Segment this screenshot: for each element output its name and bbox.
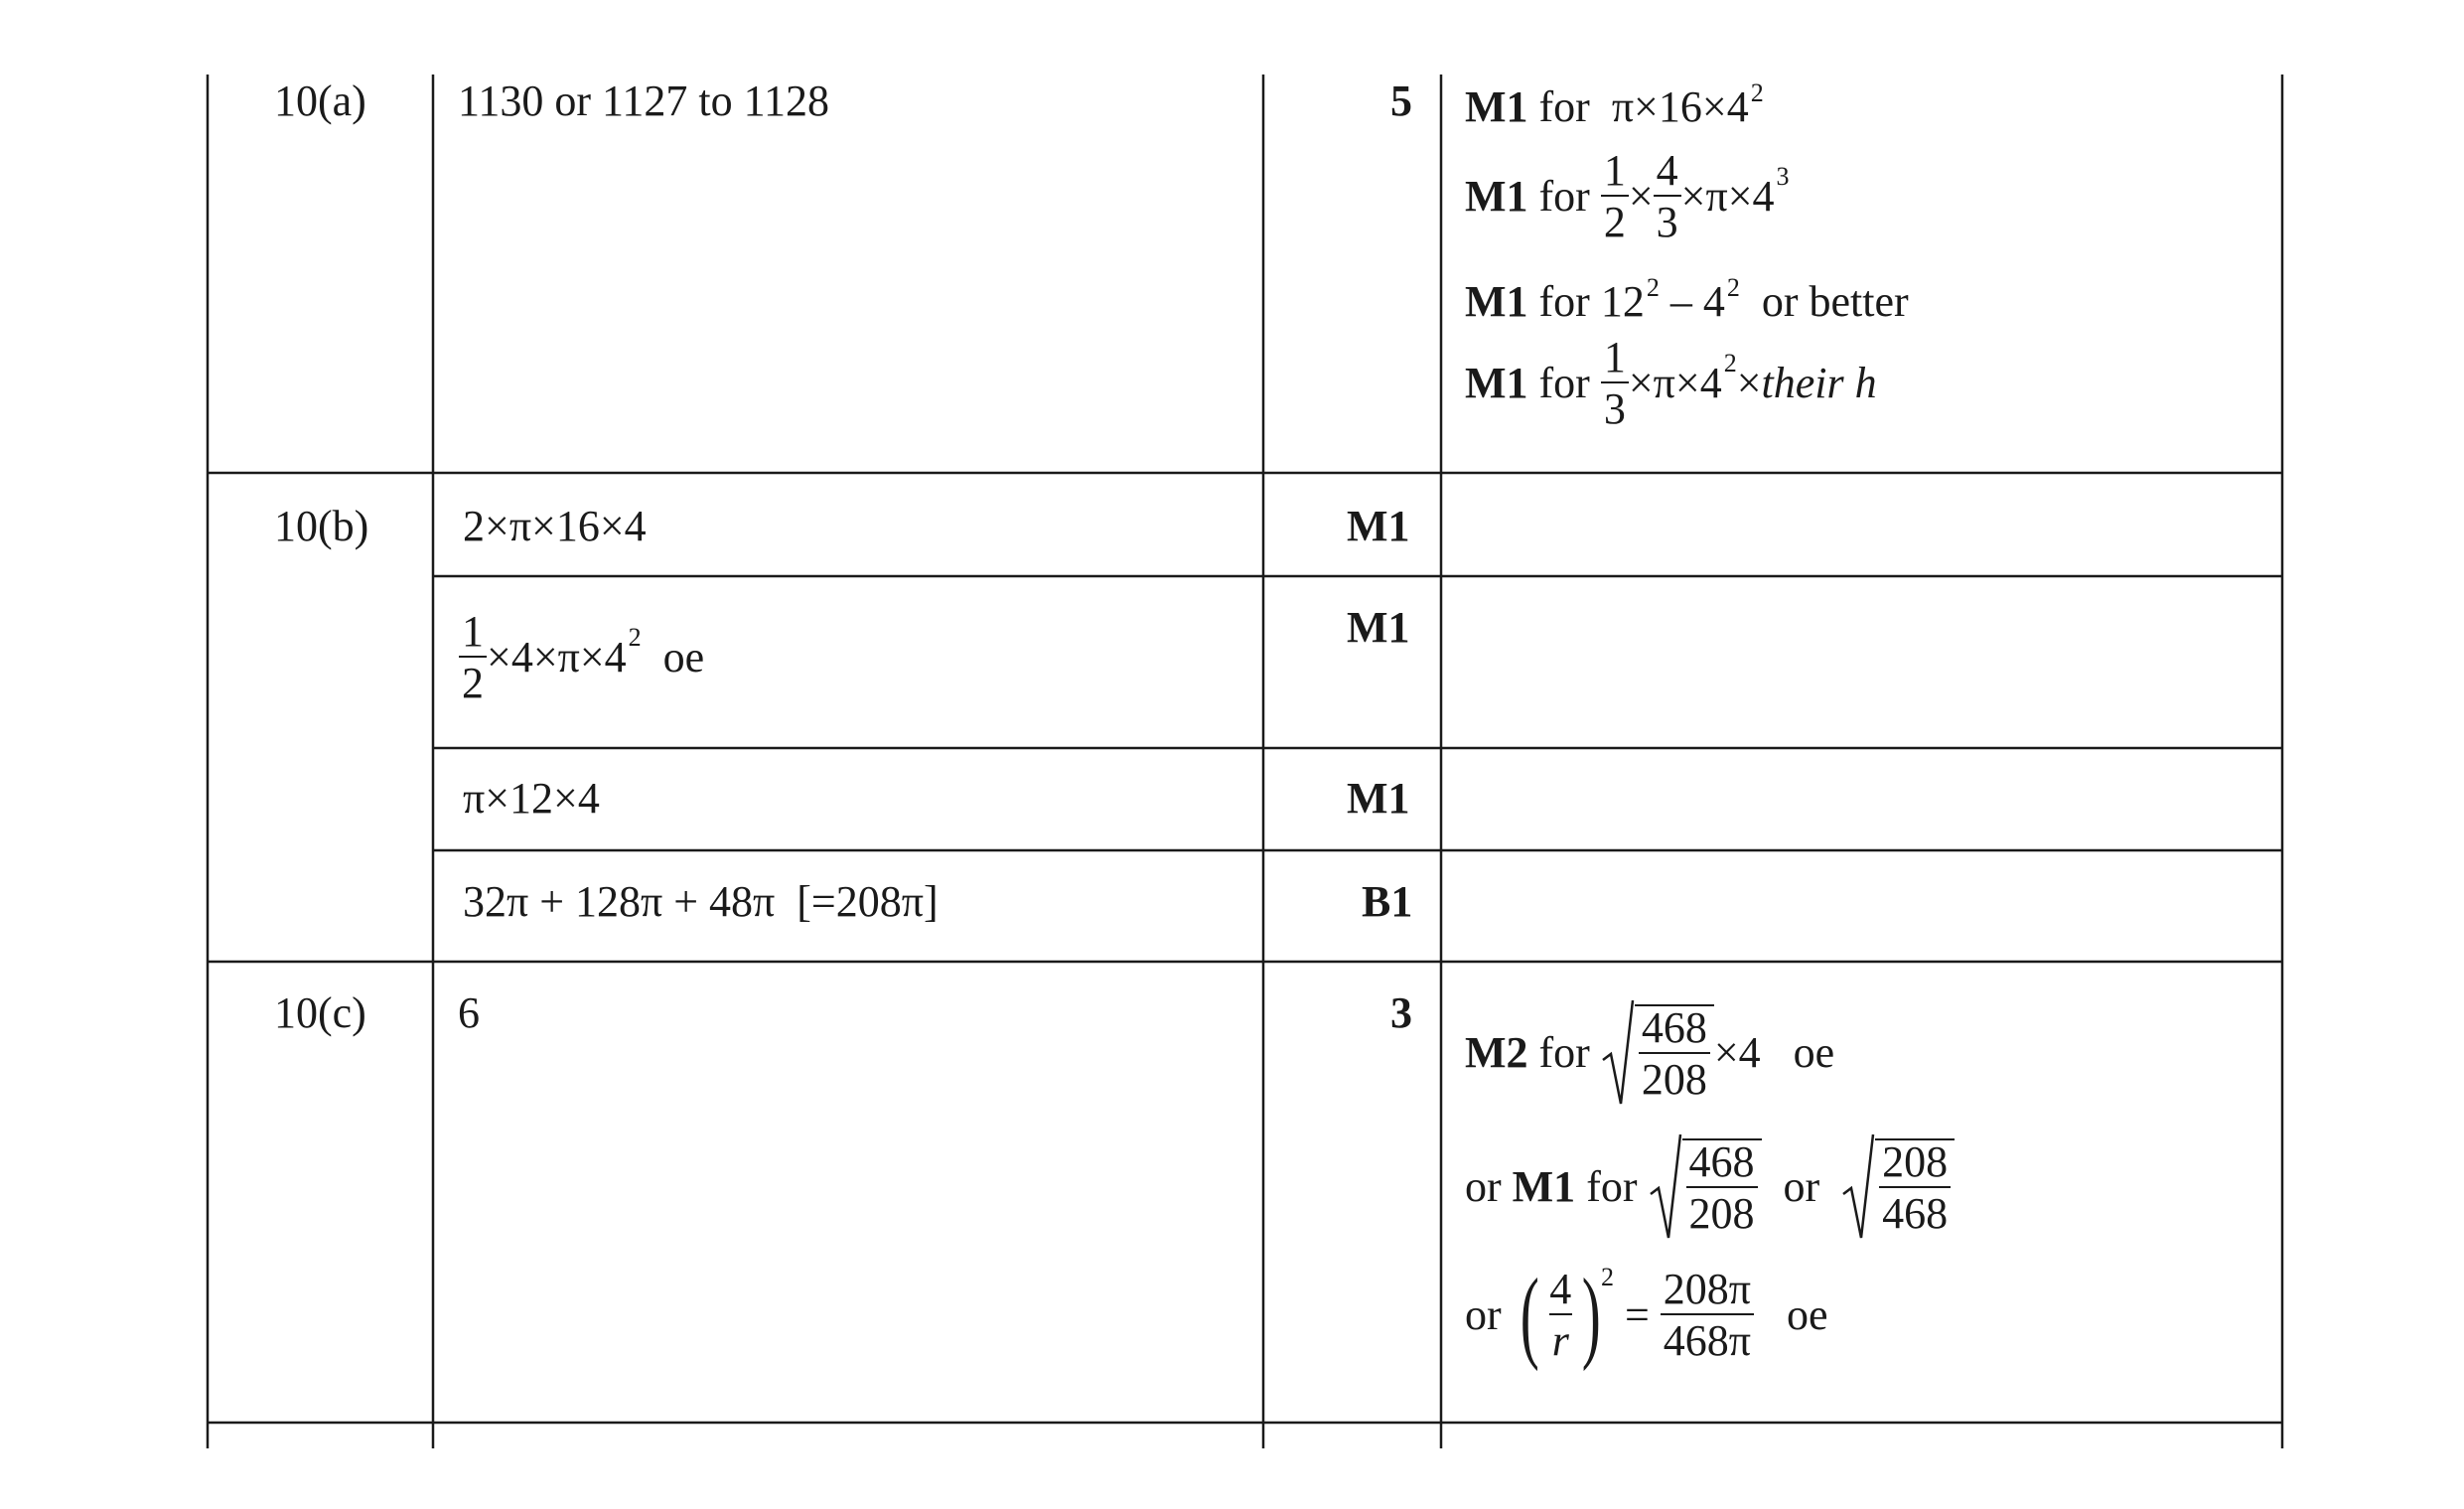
radical-sign-icon [1649,1132,1682,1242]
method-mark: M1 [1512,1162,1576,1211]
answer-10c: 6 [458,988,480,1037]
fraction-468-208 [1686,1137,1758,1238]
for-text: for [1538,1028,1590,1077]
answer-10b-4: 32π + 128π + 48π [=208π] [463,877,939,926]
denominator: 2 [459,656,487,705]
right-paren: ) [1582,1258,1602,1372]
guidance-10a-line1 [1465,78,1764,131]
question-label-10a: 10(a) [274,76,366,125]
exponent: 2 [628,623,642,652]
guidance-10c-line2 [1465,1132,1955,1242]
fraction-one-half [1601,146,1629,246]
numerator: 4 [1549,1265,1572,1313]
numerator: 1 [1603,146,1626,195]
denominator: 3 [1601,381,1629,431]
fraction-four-thirds [1654,146,1681,246]
method-mark: M1 [1465,359,1528,407]
fraction-one-half [459,607,487,707]
for-text: for [1538,82,1590,131]
denominator: 468 [1879,1186,1951,1236]
fraction-4-over-r [1546,1265,1574,1365]
oe-text: oe [1786,1290,1828,1339]
exponent: 2 [1723,349,1737,377]
numerator: 1 [462,607,484,656]
for-text: for [1538,359,1590,407]
times-four: ×4 [1713,1028,1761,1077]
oe-text: oe [1793,1028,1835,1077]
exponent: 2 [1726,273,1740,302]
or-better-text: or better [1761,277,1909,326]
denominator: 2 [1601,195,1629,244]
equals-sign: = [1624,1290,1650,1339]
mark-10b-3: M1 [1347,774,1410,823]
mark-10b-4: B1 [1362,877,1413,926]
expression: ×4×π×4 [487,633,627,681]
mark-10c: 3 [1390,988,1412,1037]
denominator: r [1549,1313,1572,1363]
fraction-208-468 [1879,1137,1951,1238]
mark-10b-1: M1 [1347,502,1410,550]
times-sign: × [1736,359,1762,407]
fraction-one-third [1601,333,1629,433]
exponent: 2 [1750,78,1764,107]
numerator: 208π [1663,1265,1751,1313]
for-text: for [1538,277,1590,326]
square-root [1841,1132,1955,1242]
expression: ×π×4 [1680,172,1775,221]
answer-10b-3: π×12×4 [463,774,600,823]
numerator: 468 [1688,1137,1755,1186]
numerator: 4 [1656,146,1678,195]
answer-10a: 1130 or 1127 to 1128 [458,76,829,125]
exponent: 2 [1646,273,1660,302]
times-sign: × [1628,172,1654,221]
guidance-10a-line2 [1465,146,1790,246]
square-root [1601,998,1714,1108]
question-label-10c: 10(c) [274,988,366,1037]
oe-text: oe [662,633,705,681]
expression: 12 [1600,277,1645,326]
expression: π×16×4 [1611,82,1749,131]
denominator: 3 [1654,195,1681,244]
exponent: 2 [1600,1263,1614,1291]
answer-10b-2 [459,607,705,707]
numerator: 1 [1603,333,1626,381]
for-text: for [1586,1162,1638,1211]
guidance-10a-line3 [1465,273,1909,326]
square-root [1649,1132,1762,1242]
method-mark: M1 [1465,172,1528,221]
radical-sign-icon [1841,1132,1875,1242]
radical-sign-icon [1601,998,1635,1108]
guidance-10a-line4 [1465,333,1877,433]
numerator: 208 [1882,1137,1949,1186]
mark-10b-2: M1 [1347,603,1410,652]
guidance-10c-line3 [1465,1258,1828,1372]
left-paren: ( [1520,1258,1539,1372]
expression: – 4 [1669,277,1725,326]
expression: ×π×4 [1628,359,1722,407]
denominator: 468π [1661,1313,1754,1363]
or-text: or [1465,1162,1502,1211]
guidance-10c-line1 [1465,998,1834,1108]
numerator: 468 [1641,1003,1707,1052]
method-mark: M1 [1465,277,1528,326]
mark-10a: 5 [1390,76,1412,125]
or-text: or [1783,1162,1820,1211]
for-text: for [1538,172,1590,221]
fraction-208pi-468pi [1661,1265,1754,1365]
denominator: 208 [1686,1186,1758,1236]
question-label-10b: 10(b) [274,502,369,550]
fraction-468-208 [1639,1003,1710,1104]
denominator: 208 [1639,1052,1710,1102]
exponent: 3 [1776,162,1790,191]
method-mark: M1 [1465,82,1528,131]
method-mark: M2 [1465,1028,1528,1077]
answer-10b-1: 2×π×16×4 [463,502,647,550]
or-text: or [1465,1290,1502,1339]
their-h-text: their h [1761,359,1877,407]
